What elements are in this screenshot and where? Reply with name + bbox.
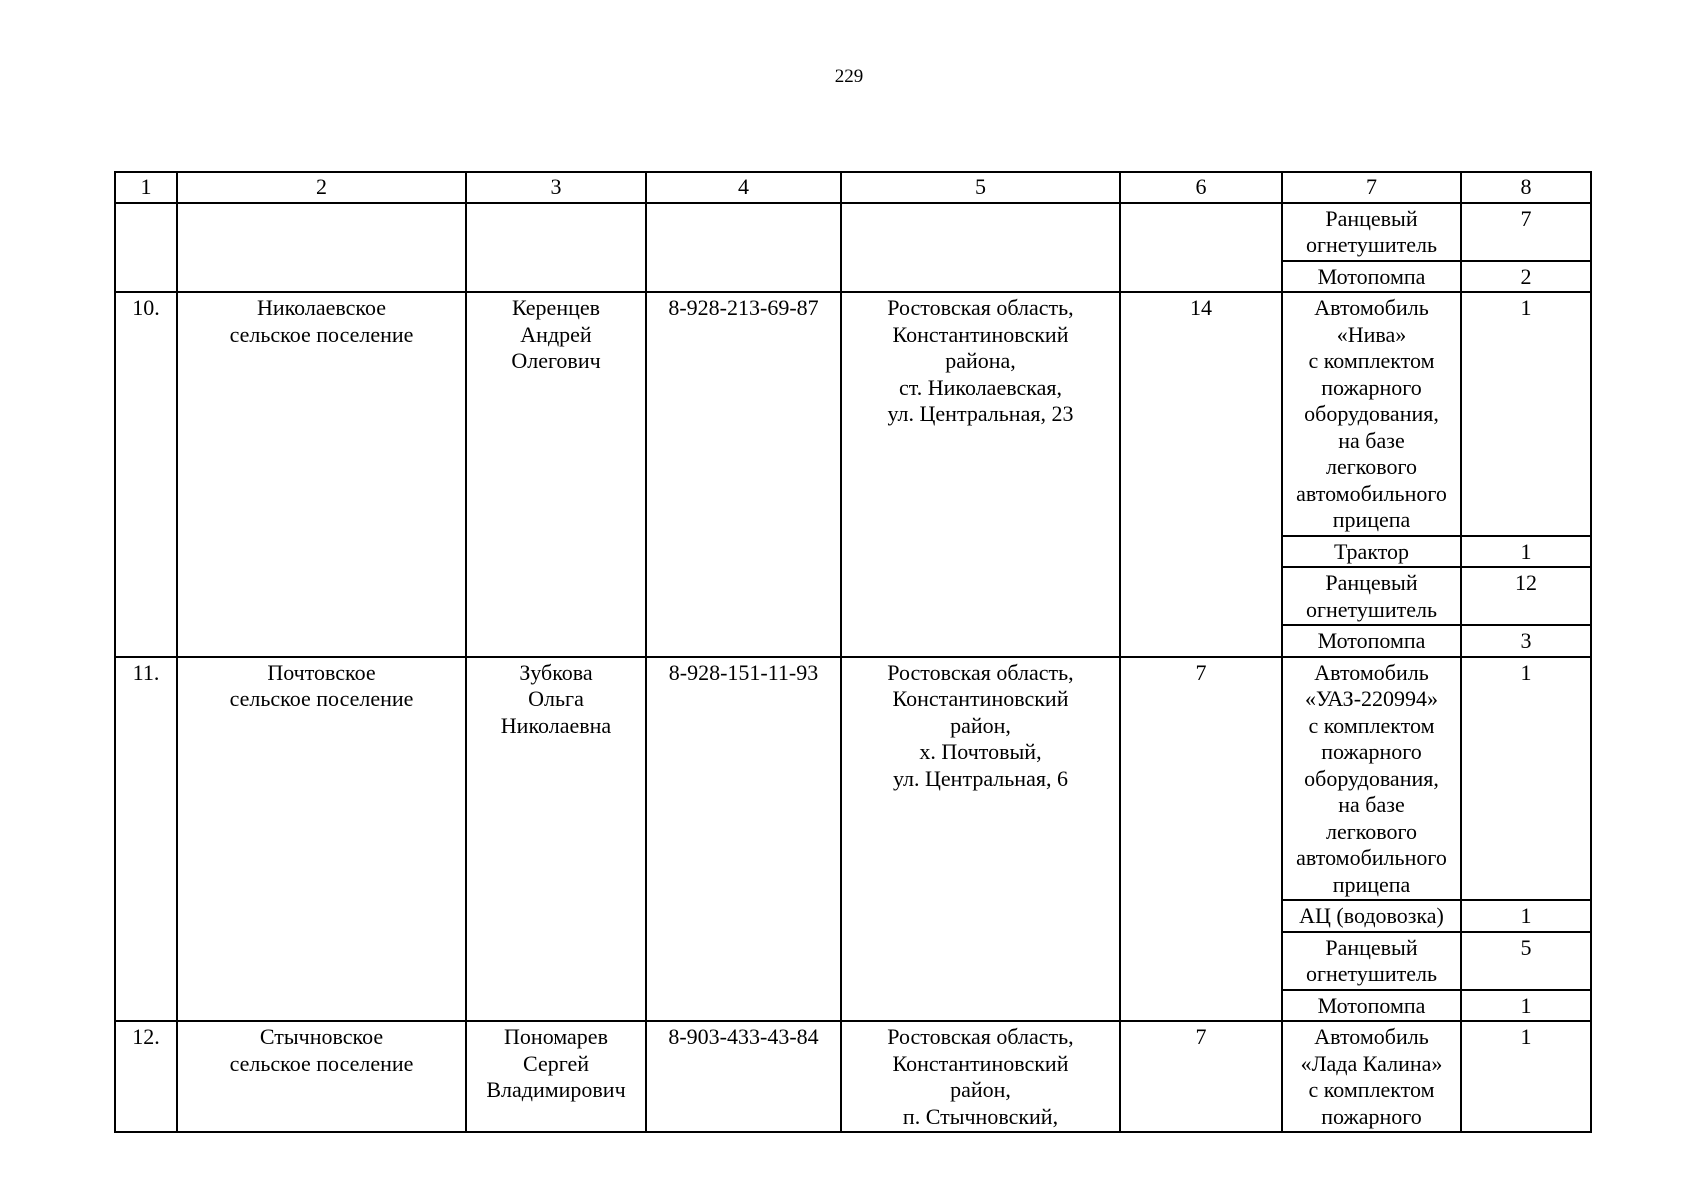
column-number: 1 [115, 172, 177, 203]
empty-cell [841, 203, 1120, 293]
column-number: 5 [841, 172, 1120, 203]
fire-equipment-table [114, 171, 1592, 1133]
equipment-qty: 2 [1461, 261, 1591, 293]
equipment-name: Ранцевый огнетушитель [1282, 932, 1461, 990]
equipment-qty: 3 [1461, 625, 1591, 657]
personnel-count: 7 [1120, 1021, 1282, 1132]
page-number: 229 [834, 66, 864, 87]
head-name: Керенцев Андрей Олегович [466, 292, 646, 657]
phone-number: 8-928-151-11-93 [646, 657, 841, 1022]
row-number: 12. [115, 1021, 177, 1132]
settlement-name: Николаевское сельское поселение [177, 292, 466, 657]
equipment-name: Мотопомпа [1282, 261, 1461, 293]
equipment-qty: 1 [1461, 536, 1591, 568]
settlement-name: Стычновское сельское поселение [177, 1021, 466, 1132]
empty-cell [1120, 203, 1282, 293]
empty-cell [177, 203, 466, 293]
equipment-name: Ранцевый огнетушитель [1282, 567, 1461, 625]
equipment-qty: 1 [1461, 1021, 1591, 1132]
column-number: 2 [177, 172, 466, 203]
equipment-name: Трактор [1282, 536, 1461, 568]
phone-number: 8-903-433-43-84 [646, 1021, 841, 1132]
equipment-name: Ранцевый огнетушитель [1282, 203, 1461, 261]
equipment-name: Мотопомпа [1282, 990, 1461, 1022]
empty-cell [466, 203, 646, 293]
settlement-name: Почтовское сельское поселение [177, 657, 466, 1022]
empty-cell [646, 203, 841, 293]
column-number-row [115, 172, 1591, 203]
row-number: 10. [115, 292, 177, 657]
table-row [115, 1021, 1591, 1132]
column-number: 3 [466, 172, 646, 203]
equipment-name: Автомобиль «Лада Калина» с комплектом пожарного [1282, 1021, 1461, 1132]
column-number: 6 [1120, 172, 1282, 203]
head-name: Пономарев Сергей Владимирович [466, 1021, 646, 1132]
column-number: 8 [1461, 172, 1591, 203]
equipment-qty: 1 [1461, 657, 1591, 901]
equipment-name: Автомобиль «Нива» с комплектом пожарного оборудования, на базе легкового автомобильного прицепа [1282, 292, 1461, 536]
head-name: Зубкова Ольга Николаевна [466, 657, 646, 1022]
phone-number: 8-928-213-69-87 [646, 292, 841, 657]
equipment-qty: 1 [1461, 292, 1591, 536]
column-number: 7 [1282, 172, 1461, 203]
address: Ростовская область, Константиновский района, ст. Николаевская, ул. Центральная, 23 [841, 292, 1120, 657]
table-row [115, 657, 1591, 901]
equipment-qty: 12 [1461, 567, 1591, 625]
address: Ростовская область, Константиновский район, х. Почтовый, ул. Центральная, 6 [841, 657, 1120, 1022]
address: Ростовская область, Константиновский район, п. Стычновский, [841, 1021, 1120, 1132]
table-row [115, 292, 1591, 536]
equipment-name: Мотопомпа [1282, 625, 1461, 657]
column-number: 4 [646, 172, 841, 203]
personnel-count: 14 [1120, 292, 1282, 657]
personnel-count: 7 [1120, 657, 1282, 1022]
equipment-qty: 5 [1461, 932, 1591, 990]
equipment-qty: 1 [1461, 900, 1591, 932]
equipment-name: АЦ (водовозка) [1282, 900, 1461, 932]
equipment-qty: 7 [1461, 203, 1591, 261]
row-number: 11. [115, 657, 177, 1022]
empty-cell [115, 203, 177, 293]
equipment-qty: 1 [1461, 990, 1591, 1022]
equipment-name: Автомобиль «УАЗ-220994» с комплектом пожарного оборудования, на базе легкового автомобильного прицепа [1282, 657, 1461, 901]
table-row [115, 203, 1591, 261]
